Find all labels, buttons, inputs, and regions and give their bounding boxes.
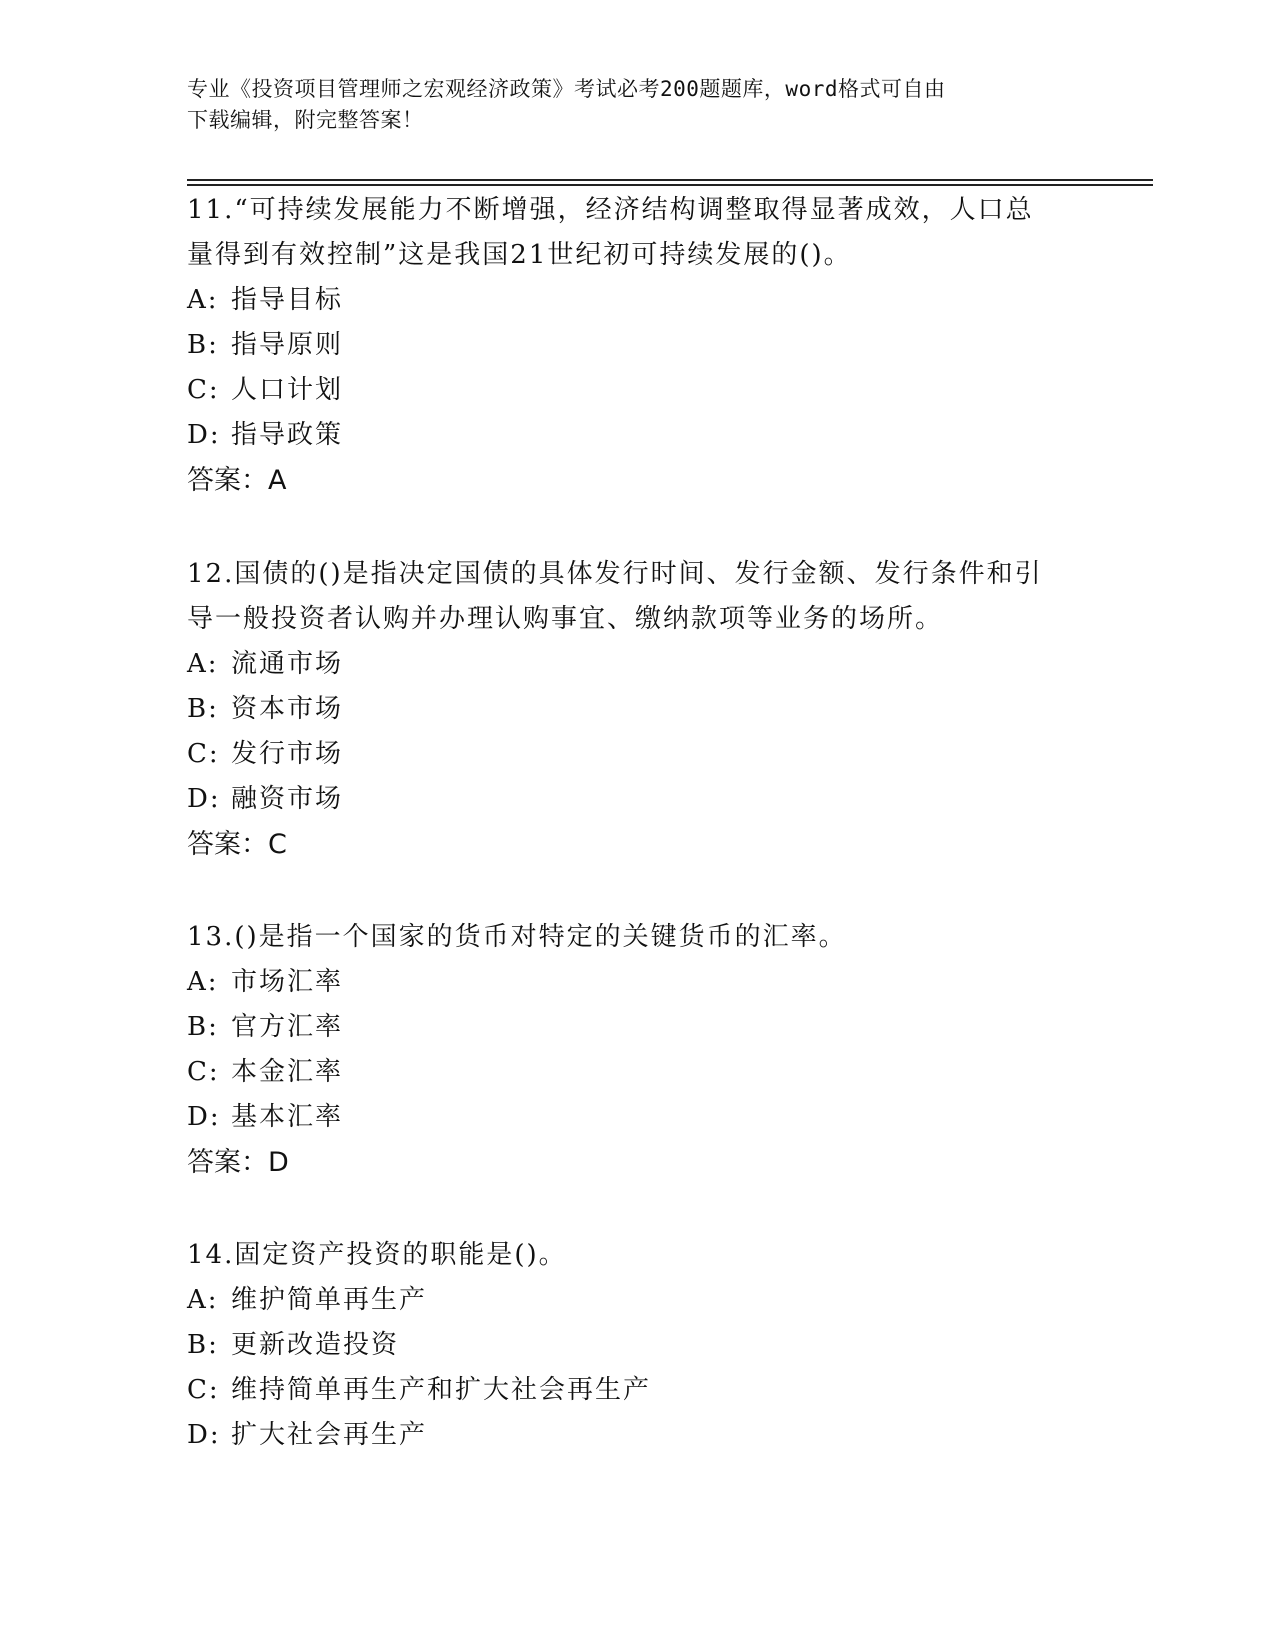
option-key: C:: [187, 1057, 220, 1087]
option-key: C:: [187, 375, 220, 405]
option-text: 融资市场: [231, 784, 344, 814]
option-a: [187, 1278, 1087, 1323]
option-key: B:: [187, 1012, 219, 1042]
option-text: 资本市场: [231, 694, 344, 724]
option-b: [187, 1005, 1087, 1050]
option-c: [187, 732, 1087, 777]
header-line-2: 下载编辑，附完整答案！: [187, 108, 424, 132]
option-d: [187, 413, 1087, 458]
answer-line: 答案：A: [187, 465, 287, 496]
option-text: 指导政策: [231, 420, 344, 450]
option-text: 发行市场: [231, 739, 344, 769]
option-text: 本金汇率: [231, 1057, 344, 1087]
option-key: A:: [187, 1285, 219, 1315]
option-text: 人口计划: [231, 375, 344, 405]
option-a: [187, 642, 1087, 687]
question-14: [187, 1233, 1087, 1458]
option-text: 流通市场: [231, 649, 344, 679]
answer-line: 答案：C: [187, 829, 287, 860]
option-key: C:: [187, 739, 220, 769]
header-divider-top: [187, 179, 1153, 181]
document-header: [187, 74, 1087, 136]
option-key: D:: [187, 1102, 221, 1132]
option-b: [187, 687, 1087, 732]
option-text: 更新改造投资: [231, 1330, 400, 1360]
option-key: A:: [187, 967, 219, 997]
option-key: D:: [187, 1420, 221, 1450]
question-12: [187, 552, 1087, 868]
option-key: D:: [187, 420, 221, 450]
header-divider-bottom: [187, 184, 1153, 186]
option-d: [187, 777, 1087, 822]
question-text-line: 13.()是指一个国家的货币对特定的关键货币的汇率。: [187, 922, 847, 952]
option-c: [187, 1368, 1087, 1413]
option-key: B:: [187, 694, 219, 724]
option-d: [187, 1413, 1087, 1458]
option-key: B:: [187, 330, 219, 360]
question-text-line: 12.国债的()是指决定国债的具体发行时间、发行金额、发行条件和引: [187, 559, 1043, 589]
option-a: [187, 960, 1087, 1005]
answer-line: 答案：D: [187, 1147, 289, 1178]
question-text-line: 11.“可持续发展能力不断增强，经济结构调整取得显著成效，人口总: [187, 195, 1034, 225]
option-a: [187, 278, 1087, 323]
option-text: 官方汇率: [231, 1012, 344, 1042]
option-text: 指导原则: [231, 330, 344, 360]
option-text: 指导目标: [231, 285, 344, 315]
question-11: [187, 188, 1087, 504]
option-b: [187, 1323, 1087, 1368]
option-key: D:: [187, 784, 221, 814]
question-text-line: 导一般投资者认购并办理认购事宜、缴纳款项等业务的场所。: [187, 604, 944, 634]
option-text: 市场汇率: [231, 967, 344, 997]
option-c: [187, 368, 1087, 413]
option-text: 维持简单再生产和扩大社会再生产: [231, 1375, 652, 1405]
question-text-line: 量得到有效控制”这是我国21世纪初可持续发展的()。: [187, 240, 852, 270]
option-d: [187, 1095, 1087, 1140]
option-key: B:: [187, 1330, 219, 1360]
option-text: 基本汇率: [231, 1102, 344, 1132]
option-b: [187, 323, 1087, 368]
option-text: 扩大社会再生产: [231, 1420, 428, 1450]
question-text-line: 14.固定资产投资的职能是()。: [187, 1240, 567, 1270]
option-text: 维护简单再生产: [231, 1285, 428, 1315]
option-key: A:: [187, 649, 219, 679]
option-key: A:: [187, 285, 219, 315]
question-13: [187, 915, 1087, 1186]
header-line-1: 专业《投资项目管理师之宏观经济政策》考试必考200题题库，word格式可自由: [187, 77, 946, 101]
option-key: C:: [187, 1375, 220, 1405]
option-c: [187, 1050, 1087, 1095]
